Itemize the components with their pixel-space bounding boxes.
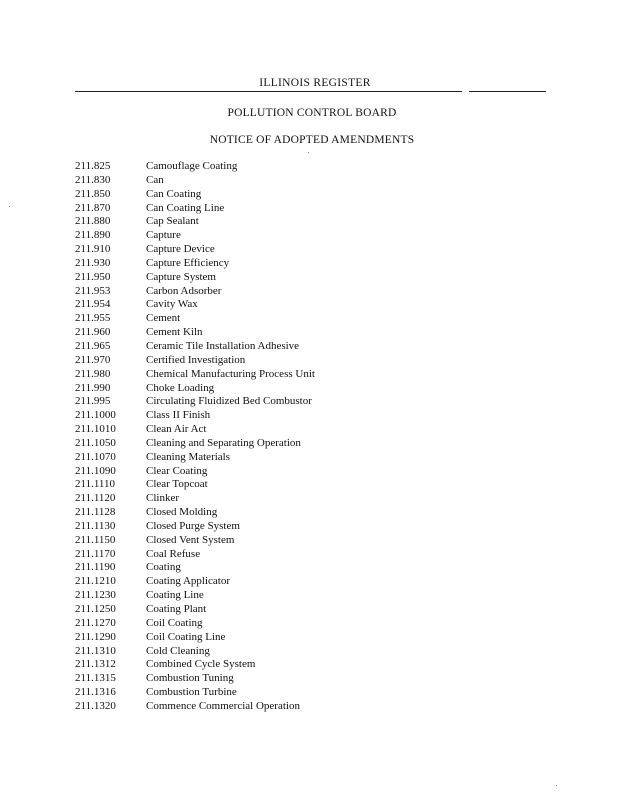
section-number: 211.1230 bbox=[75, 589, 116, 602]
definition-row bbox=[75, 631, 495, 645]
definition-term: Carbon Adsorber bbox=[146, 284, 222, 297]
section-number: 211.880 bbox=[75, 215, 111, 228]
definition-term: Combustion Turbine bbox=[146, 686, 237, 699]
section-number: 211.1130 bbox=[75, 519, 116, 532]
section-number: 211.910 bbox=[75, 243, 111, 256]
definition-row bbox=[75, 561, 495, 575]
definition-term: Coating Line bbox=[146, 589, 204, 602]
section-number: 211.1090 bbox=[75, 464, 116, 477]
definition-term: Cold Cleaning bbox=[146, 644, 210, 657]
definition-row bbox=[75, 548, 495, 562]
definition-term: Combustion Tuning bbox=[146, 672, 234, 685]
definition-row bbox=[75, 354, 495, 368]
definition-term: Closed Purge System bbox=[146, 519, 240, 532]
section-number: 211.955 bbox=[75, 312, 111, 325]
section-number: 211.1312 bbox=[75, 658, 116, 671]
definition-row bbox=[75, 409, 495, 423]
definition-row bbox=[75, 423, 495, 437]
section-number: 211.1320 bbox=[75, 699, 116, 712]
definition-row bbox=[75, 506, 495, 520]
definition-row bbox=[75, 202, 495, 216]
notice-heading: NOTICE OF ADOPTED AMENDMENTS bbox=[209, 134, 415, 146]
definition-row bbox=[75, 520, 495, 534]
definition-term: Coating Applicator bbox=[146, 575, 231, 588]
definition-term: Circulating Fluidized Bed Combustor bbox=[146, 395, 312, 408]
section-number: 211.1050 bbox=[75, 436, 116, 449]
section-number: 211.980 bbox=[75, 367, 111, 380]
definition-row bbox=[75, 589, 495, 603]
section-number: 211.990 bbox=[75, 381, 111, 394]
definition-term: Coal Refuse bbox=[146, 547, 201, 560]
definition-term: Chemical Manufacturing Process Unit bbox=[146, 367, 315, 380]
definition-row bbox=[75, 243, 495, 257]
definition-row bbox=[75, 437, 495, 451]
section-number: 211.1170 bbox=[75, 547, 116, 560]
section-number: 211.954 bbox=[75, 298, 111, 311]
definition-row bbox=[75, 603, 495, 617]
section-number: 211.1010 bbox=[75, 423, 116, 436]
definition-row bbox=[75, 160, 495, 174]
definition-row bbox=[75, 340, 495, 354]
header-rule-right bbox=[469, 91, 546, 92]
scan-speck bbox=[9, 206, 10, 207]
definition-term: Commence Commercial Operation bbox=[146, 699, 300, 712]
definition-row bbox=[75, 658, 495, 672]
section-number: 211.1290 bbox=[75, 630, 116, 643]
definition-row bbox=[75, 465, 495, 479]
definition-term: Closed Molding bbox=[146, 506, 218, 519]
section-number: 211.1150 bbox=[75, 533, 116, 546]
definition-row bbox=[75, 271, 495, 285]
definition-term: Certified Investigation bbox=[146, 353, 246, 366]
section-number: 211.1310 bbox=[75, 644, 116, 657]
definition-term: Clear Topcoat bbox=[146, 478, 208, 491]
agency-name: POLLUTION CONTROL BOARD bbox=[227, 107, 397, 119]
section-number: 211.1190 bbox=[75, 561, 116, 574]
definition-term: Coating Plant bbox=[146, 603, 207, 615]
definition-term: Clinker bbox=[146, 492, 179, 505]
definition-row bbox=[75, 395, 495, 409]
section-number: 211.995 bbox=[75, 395, 111, 408]
definition-term: Cement Kiln bbox=[146, 326, 203, 339]
definition-row bbox=[75, 312, 495, 326]
section-number: 211.930 bbox=[75, 256, 111, 269]
definition-term: Cavity Wax bbox=[146, 298, 198, 311]
definition-term: Can Coating Line bbox=[146, 201, 225, 214]
section-number: 211.870 bbox=[75, 201, 111, 214]
definitions-list bbox=[75, 160, 495, 714]
section-number: 211.1210 bbox=[75, 575, 116, 588]
definition-row bbox=[75, 382, 495, 396]
definition-row bbox=[75, 617, 495, 631]
definition-row bbox=[75, 700, 495, 714]
definition-term: Clean Air Act bbox=[146, 423, 207, 436]
register-title: ILLINOIS REGISTER bbox=[259, 77, 371, 89]
definition-term: Capture Efficiency bbox=[146, 256, 230, 269]
definition-term: Cement bbox=[146, 312, 181, 325]
section-number: 211.1128 bbox=[75, 506, 116, 519]
definition-row bbox=[75, 215, 495, 229]
section-number: 211.960 bbox=[75, 326, 111, 339]
section-number: 211.1070 bbox=[75, 450, 116, 463]
definition-term: Camouflage Coating bbox=[146, 160, 238, 172]
definition-term: Coating bbox=[146, 561, 181, 574]
section-number: 211.1110 bbox=[75, 478, 116, 491]
definition-term: Capture bbox=[146, 229, 181, 242]
definition-term: Closed Vent System bbox=[146, 533, 235, 546]
section-number: 211.970 bbox=[75, 353, 111, 366]
definition-term: Coil Coating Line bbox=[146, 630, 226, 643]
definition-term: Capture System bbox=[146, 270, 216, 283]
section-number: 211.1000 bbox=[75, 409, 116, 422]
definition-row bbox=[75, 492, 495, 506]
definition-row bbox=[75, 645, 495, 659]
section-number: 211.1250 bbox=[75, 603, 116, 615]
header-rule-left bbox=[75, 91, 462, 92]
definition-term: Cleaning and Separating Operation bbox=[146, 436, 301, 449]
definition-term: Combined Cycle System bbox=[146, 658, 256, 671]
definition-row bbox=[75, 188, 495, 202]
definition-term: Clear Coating bbox=[146, 464, 208, 477]
definition-row bbox=[75, 174, 495, 188]
definition-term: Coil Coating bbox=[146, 616, 203, 629]
definition-row bbox=[75, 686, 495, 700]
definition-term: Ceramic Tile Installation Adhesive bbox=[146, 339, 300, 352]
section-number: 211.825 bbox=[75, 160, 111, 172]
definition-row bbox=[75, 229, 495, 243]
definition-term: Can bbox=[146, 173, 164, 186]
definition-term: Can Coating bbox=[146, 187, 202, 200]
definition-term: Cap Sealant bbox=[146, 215, 199, 228]
section-number: 211.950 bbox=[75, 270, 111, 283]
definition-row bbox=[75, 672, 495, 686]
section-number: 211.830 bbox=[75, 173, 111, 186]
section-number: 211.890 bbox=[75, 229, 111, 242]
definition-row bbox=[75, 285, 495, 299]
definition-row bbox=[75, 534, 495, 548]
section-number: 211.1316 bbox=[75, 686, 116, 699]
definition-row bbox=[75, 478, 495, 492]
definition-term: Class II Finish bbox=[146, 409, 211, 422]
definition-term: Cleaning Materials bbox=[146, 450, 231, 463]
definition-row bbox=[75, 451, 495, 465]
definition-row bbox=[75, 368, 495, 382]
definition-term: Choke Loading bbox=[146, 381, 215, 394]
definition-row bbox=[75, 298, 495, 312]
definition-row bbox=[75, 575, 495, 589]
definition-row bbox=[75, 326, 495, 340]
section-number: 211.965 bbox=[75, 339, 111, 352]
section-number: 211.953 bbox=[75, 284, 111, 297]
definition-row bbox=[75, 257, 495, 271]
section-number: 211.850 bbox=[75, 187, 111, 200]
section-number: 211.1120 bbox=[75, 492, 116, 505]
section-number: 211.1270 bbox=[75, 616, 116, 629]
definition-term: Capture Device bbox=[146, 243, 215, 256]
scan-speck bbox=[556, 785, 557, 786]
scan-speck bbox=[308, 152, 309, 153]
section-number: 211.1315 bbox=[75, 672, 116, 685]
